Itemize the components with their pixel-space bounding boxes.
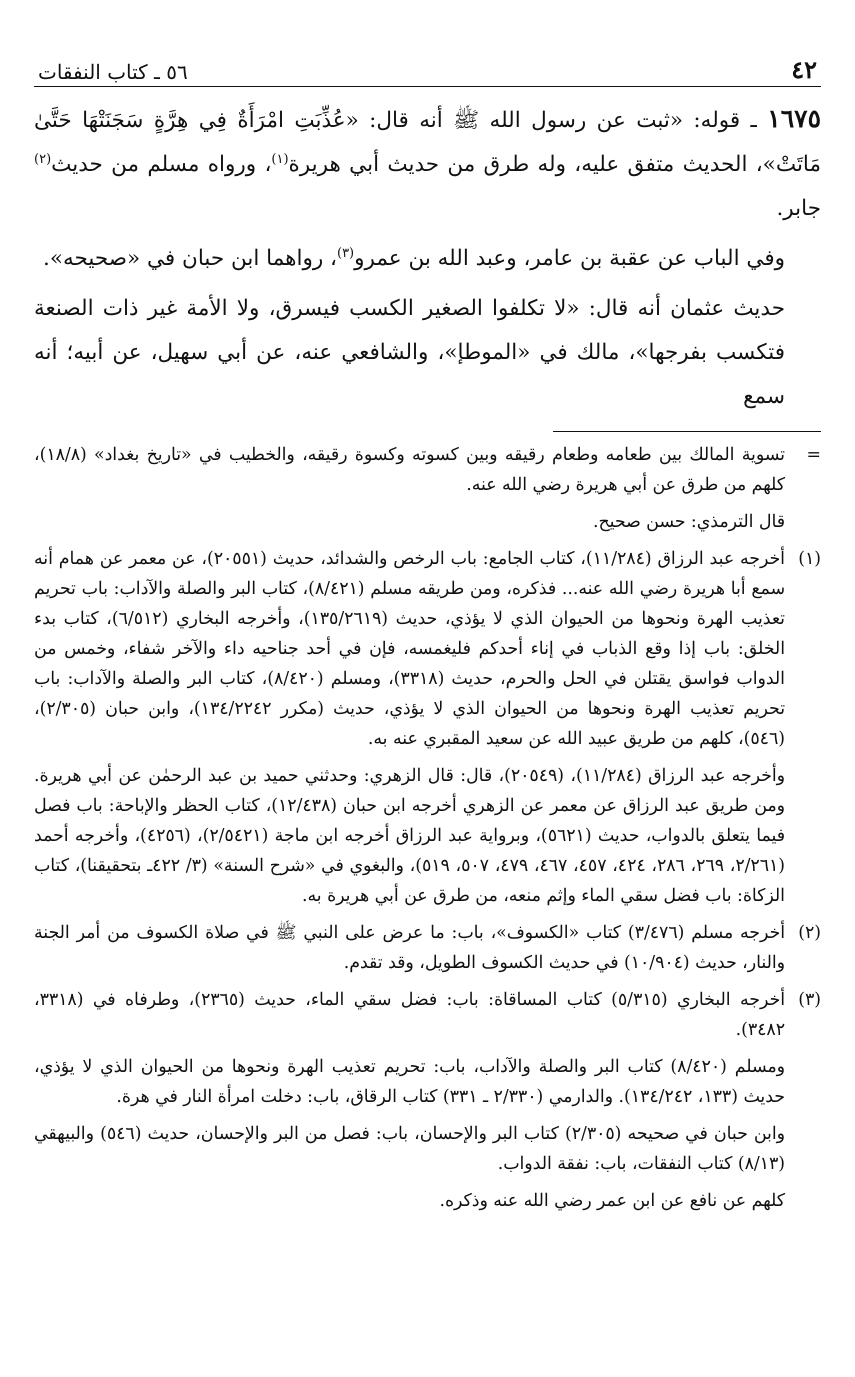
running-title: ٥٦ ـ كتاب النفقات: [38, 60, 188, 84]
footnote-number: (٣): [798, 990, 821, 1010]
footnote-number: (١): [798, 549, 821, 569]
footnote-2: [34, 918, 821, 978]
footnotes: [34, 440, 821, 1216]
continuation-mark: =: [806, 445, 821, 465]
footnote-text: وأخرجه عبد الرزاق (١١/٢٨٤)، (٢٠٥٤٩)، قال: قال الزهري: وحدثني حميد بن عبد الرحمٰن عن أبي هريرة. ومن طريق عبد الرزاق عن معمر عن الزهري أخرجه ابن حبان (١٢/٤٣٨)، كتاب الحظر والإباحة: باب فصل فيما يتعلق بالدواب، حديث (٥٦٢١)، وبرواية عبد الرزاق أخرجه ابن ماجة (٢/٥٤٢١)، (٤٢٥٦)، وأخرجه أحمد (٢/٢٦١، ٢٦٩، ٢٨٦، ٤٢٤، ٤٥٧، ٤٦٧، ٤٧٩، ٥٠٧، ٥١٩)، والبغوي في «شرح السنة» (٣/ ٤٢٢ـ بتحقيقنا)، كتاب الزكاة: باب فضل سقي الماء وإثم منعه، من طرق عن أبي هريرة به.: [34, 766, 786, 906]
paragraph-text: ، ورواه مسلم من حديث: [51, 152, 272, 177]
paragraph-text: جابر.: [776, 196, 821, 221]
footnote-text: أخرجه البخاري (٥/٣١٥) كتاب المساقاة: باب: فضل سقي الماء، حديث (٢٣٦٥)، وطرفاه في (٣٣١٨، ٣٤٨٢).: [34, 990, 785, 1040]
page-header: [34, 44, 821, 87]
hadith-number: ١٦٧٥: [767, 104, 821, 133]
main-text: [34, 97, 821, 419]
footnote-ref-2: (٢): [34, 151, 52, 167]
paragraph-2: [34, 237, 821, 281]
paragraph-text: ، رواهما ابن حبان في «صحيحه».: [43, 246, 337, 271]
paragraph-text: وفي الباب عن عقبة بن عامر، وعبد الله بن عمرو: [354, 246, 785, 271]
footnote-text: وابن حبان في صحيحه (٢/٣٠٥) كتاب البر والإحسان، باب: فصل من البر والإحسان، حديث (٥٤٦) والبيهقي (٨/١٣) كتاب النفقات، باب: نفقة الدواب.: [34, 1124, 785, 1174]
footnote-text: أخرجه عبد الرزاق (١١/٢٨٤)، كتاب الجامع: باب الرخص والشدائد، حديث (٢٠٥٥١)، عن معمر عن همام أنه سمع أبا هريرة رضي الله عنه... فذكره، ومن طريقه مسلم (٨/٤٢١)، كتاب البر والصلة والآداب: باب تحريم تعذيب الهرة ونحوها من الحيوان الذي لا يؤذي، حديث (١٣٥/٢٦١٩)، وأخرجه البخاري (٦/٥١٢)، كتاب بدء الخلق: باب إذا وقع الذباب في إناء أحدكم فليغمسه، فإن في أحد جناحيه داء والآخر شفاء، وخمس من الدواب فواسق يقتلن في الحل والحرم، حديث (٣٣١٨)، ومسلم (٨/٤٢٠)، كتاب البر والصلة والآداب: باب تحريم تعذيب الهرة ونحوها من الحيوان الذي لا يؤذي، حديث (مكرر ١٣٤/٢٢٤٢)، وابن حبان (٢/٣٠٥)، (٥٤٦)، كلهم من طريق عبيد الله عن سعيد المقبري عنه به.: [34, 549, 786, 749]
footnote-continued: [34, 440, 821, 500]
book-page: [34, 44, 821, 1354]
footnote-number: (٢): [798, 923, 821, 943]
page-number: ٤٢: [791, 55, 817, 84]
paragraph-3: حديث عثمان أنه قال: «لا تكلفوا الصغير الكسب فيسرق، ولا الأمة غير ذات الصنعة فتكسب بفرجها»، مالك في «الموطإ»، والشافعي عنه، عن أبي سهيل، عن أبيه؛ أنه سمع: [34, 296, 785, 409]
footnote-text: أخرجه مسلم (٣/٤٧٦) كتاب «الكسوف»، باب: ما عرض على النبي ﷺ في صلاة الكسوف من أمر الجنة والنار، حديث (١٠/٩٠٤) في حديث الكسوف الطويل، وقد تقدم.: [34, 923, 785, 973]
footnote-text: قال الترمذي: حسن صحيح.: [592, 512, 785, 532]
footnote-text: تسوية المالك بين طعامه وطعام رقيقه وبين كسوته وكسوة رقيقه، والخطيب في «تاريخ بغداد» (١٨/٨)، كلهم من طرق عن أبي هريرة رضي الله عنه.: [34, 445, 785, 495]
footnote-ref-3: (٣): [336, 245, 355, 261]
footnote-1: [34, 544, 821, 754]
hadith-paragraph-1675: [34, 97, 821, 231]
paragraph-text: ـ قوله: «ثبت عن رسول الله ﷺ أنه قال: «عُذِّبَتِ امْرَأَةٌ فِي هِرَّةٍ سَجَنَتْهَا حَتَّىٰ مَاتَتْ»، الحديث متفق عليه، وله طرق من حديث أبي هريرة: [34, 108, 821, 177]
footnote-3: [34, 985, 821, 1045]
footnote-text: ومسلم (٨/٤٢٠) كتاب البر والصلة والآداب، باب: تحريم تعذيب الهرة ونحوها من الحيوان الذي لا يؤذي، حديث (١٣٣، ١٣٤/٢٤٢). والدارمي (٢/٣٣٠ ـ ٣٣١) كتاب الرقاق، باب: دخلت امرأة النار في هرة.: [34, 1057, 785, 1107]
footnote-text: كلهم عن نافع عن ابن عمر رضي الله عنه وذكره.: [439, 1191, 785, 1211]
footnote-ref-1: (١): [271, 151, 289, 167]
footnote-divider: [553, 431, 821, 432]
